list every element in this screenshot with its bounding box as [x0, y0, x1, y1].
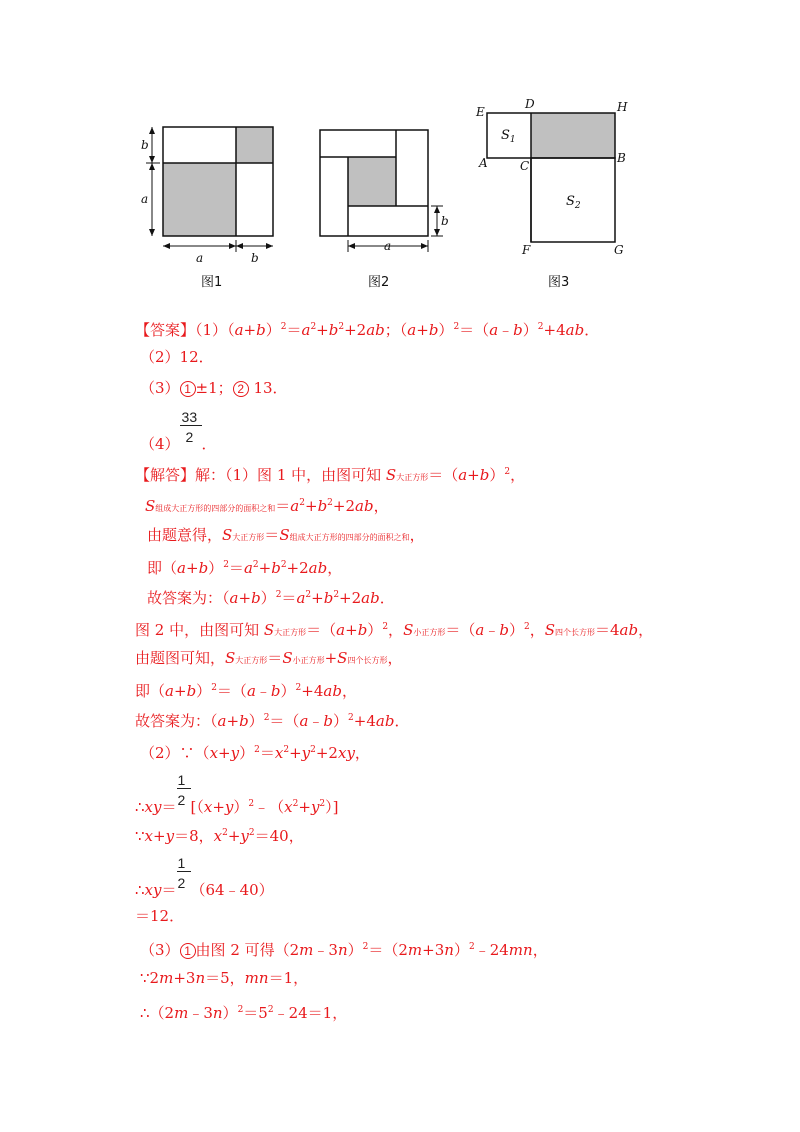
- fig1-label-b-bottom: b: [251, 251, 259, 265]
- fig3-label-S2: $S_2$: [566, 194, 581, 211]
- fig3-label-C: C: [520, 159, 530, 173]
- circle-num-2: 2: [233, 381, 249, 397]
- answer-tag: 【答案】: [135, 321, 196, 339]
- fig1-caption: 图1: [201, 275, 223, 290]
- fig1-shade-small: [236, 127, 273, 163]
- solution-line-2: S组成大正方形的四部分的面积之和$=a^2+b^2+2ab$，: [145, 497, 389, 515]
- fig3-label-E: E: [476, 105, 485, 119]
- fig2-label-b: b: [441, 214, 449, 228]
- fraction-33-2: $\frac{33}{2}$: [180, 429, 202, 449]
- fig2-label-a: a: [384, 239, 392, 253]
- answer-q2: （2）12．: [140, 348, 214, 366]
- answer-q1: 【答案】$(1)(a+b)^2=a^2+b^2+2ab$；$(a+b)^2=(a﹣b)^2+4ab$．: [135, 321, 600, 339]
- fig3-label-S1: $S_1$: [501, 128, 516, 145]
- solution-line-12: ∵x+y＝8，$x^2+y^2=40$，: [135, 827, 304, 845]
- answer-q3: （3） 1 ±1； 2 13．: [140, 379, 288, 397]
- solution-line-4: 即$(a+b)^2=a^2+b^2+2ab$，: [147, 559, 343, 577]
- solution-line-1: 【解答】解：（1）图 1 中，由图可知 S大正方形$=(a+b)^2$，: [135, 466, 526, 484]
- fraction-1-2: $\frac{1}{2}$: [177, 875, 191, 895]
- fig3-shade: [531, 113, 615, 158]
- fig3-label-G: G: [614, 243, 624, 257]
- fraction-1-2: $\frac{1}{2}$: [177, 792, 191, 812]
- fig1-label-a-bottom: a: [196, 251, 204, 265]
- fig1-shade-large: [163, 163, 236, 236]
- fig1-label-a-left: a: [141, 192, 149, 206]
- figure-2: [320, 130, 449, 290]
- fig2-caption: 图2: [368, 275, 390, 290]
- fig3-caption: 图3: [548, 275, 570, 290]
- solution-line-8: 即$(a+b)^2=(a﹣b)^2+4ab$，: [135, 682, 357, 700]
- fig3-label-F: F: [522, 243, 531, 257]
- figures-area: [0, 0, 800, 300]
- solution-line-6: 图 2 中，由图可知 S大正方形$=(a+b)^2$，S小正方形＝（a﹣b）$^2$，S四个长方形＝4ab，: [135, 621, 654, 639]
- solution-line-14: ＝12．: [135, 907, 185, 925]
- solution-line-17: $\therefore(2m﹣3n)^2=5^2﹣24=1$，: [140, 1004, 348, 1022]
- solution-line-7: 由题图可知，S大正方形＝S小正方形+S四个长方形，: [135, 649, 403, 667]
- fig3-label-B: B: [617, 151, 626, 165]
- figure-1: [141, 127, 273, 290]
- circle-num-1: 1: [180, 381, 196, 397]
- figure-3: [475, 97, 628, 290]
- fig3-label-H: H: [617, 100, 628, 114]
- fig3-label-D: D: [525, 97, 535, 111]
- solution-line-9: 故答案为：$(a+b)^2=(a﹣b)^2+4ab$．: [135, 712, 410, 730]
- fig3-label-A: A: [479, 156, 488, 170]
- solution-line-16: ∵2m+3n＝5，mn＝1，: [140, 969, 309, 987]
- solution-tag: 【解答】: [135, 466, 196, 484]
- solution-line-5: 故答案为：$(a+b)^2=a^2+b^2+2ab$．: [147, 589, 395, 607]
- fig2-shade: [348, 157, 396, 206]
- fig1-label-b-left: b: [141, 138, 149, 152]
- solution-line-10: $(2)\because(x+y)^2=x^2+y^2+2xy$，: [140, 744, 370, 762]
- solution-line-3: 由题意得，S大正方形＝S组成大正方形的四部分的面积之和，: [147, 526, 425, 544]
- solution-line-13: ∴xy＝ $\frac{1}{2}$ （64﹣40）: [135, 855, 274, 899]
- solution-line-11: ∴xy＝ $\frac{1}{2}$ $[(x+y)^2﹣(x^2+y^2)]$: [135, 772, 339, 816]
- answer-q4: （4） $\frac{33}{2}$ ．: [140, 409, 217, 453]
- circle-num-1: 1: [180, 943, 196, 959]
- solution-line-15: （3） 1 由图 2 可得$(2m﹣3n)^2=(2m+3n)^2﹣24mn$，: [140, 941, 548, 959]
